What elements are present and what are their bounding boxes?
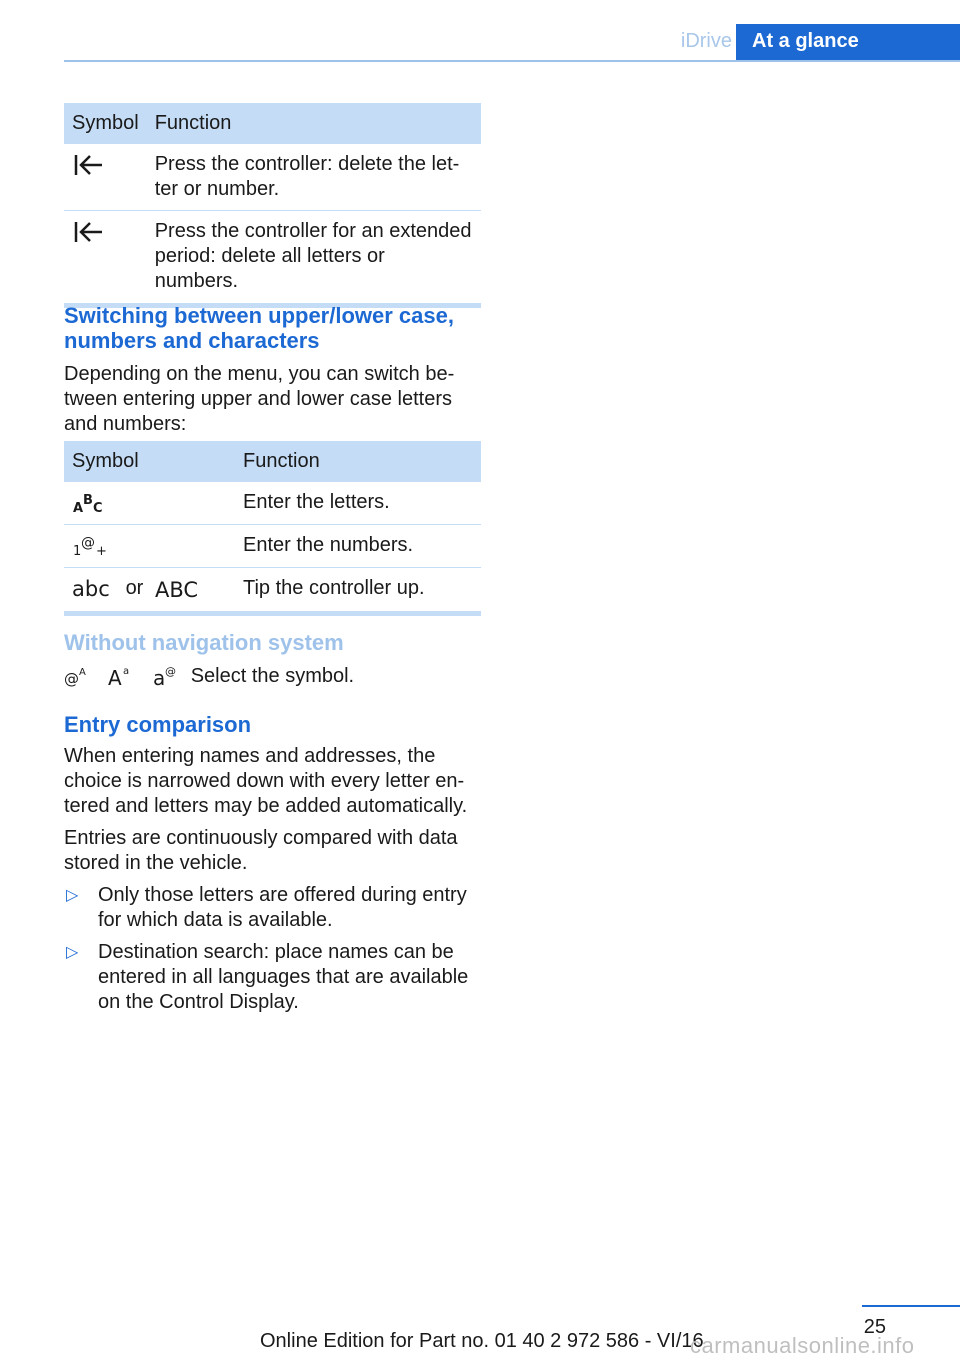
input-mode-table [64, 441, 481, 616]
symbol-cell [64, 144, 147, 211]
svg-text:a: a [153, 665, 166, 688]
without-navigation-heading: Without navigation system [64, 630, 344, 655]
function-cell: Enter the numbers. [235, 525, 481, 568]
bullet-triangle-icon: ▷ [66, 944, 79, 961]
svg-text:@: @ [165, 664, 177, 678]
symbol-cell [64, 211, 147, 306]
svg-text:abc: abc [72, 577, 110, 601]
svg-text:a: a [122, 665, 129, 677]
symbol-cell [64, 525, 235, 568]
backspace-icon [72, 219, 104, 245]
header-rule [64, 60, 960, 62]
column-header-function: Function [235, 441, 481, 482]
entry-comparison-section [64, 712, 481, 1015]
function-cell: Press the controller: delete the let-ter or number. [147, 144, 481, 211]
svg-text:ABC: ABC [154, 578, 198, 602]
or-label: or [125, 577, 144, 600]
footer-rule [862, 1305, 960, 1307]
numbers-mode-icon [72, 533, 112, 559]
switching-heading: Switching between upper/lower case, numbers and characters [64, 303, 454, 353]
letters-mode-icon [72, 490, 112, 516]
svg-text:A: A [73, 501, 84, 516]
uppercase-lowercase-icon [108, 664, 138, 688]
uppercase-abc-icon [155, 576, 203, 602]
table-row [64, 144, 481, 211]
column-header-symbol: Symbol [64, 441, 235, 482]
list-item-text: Only those letters are offered during entry for which data is available. [98, 884, 467, 931]
column-header-symbol: Symbol [64, 103, 147, 144]
without-navigation-section [64, 630, 481, 688]
switching-section [64, 303, 481, 437]
function-cell: Press the controller for an extended period: delete all letters or numbers. [147, 211, 481, 306]
select-symbol-text: Select the symbol. [190, 664, 355, 687]
svg-text:@: @ [64, 669, 79, 688]
table-header-row [64, 441, 481, 482]
table-row [64, 482, 481, 525]
entry-paragraph-1: When entering names and addresses, the choice is narrowed down with every letter en-tered and letters may be added automatically. [64, 745, 468, 817]
header-section-title: iDrive [680, 30, 732, 52]
symbol-cell [64, 482, 235, 525]
column-header-function: Function [147, 103, 481, 144]
lowercase-at-icon [153, 664, 183, 688]
table-row [64, 211, 481, 306]
lowercase-abc-icon [72, 576, 114, 602]
svg-text:@: @ [81, 535, 95, 551]
switching-intro: Depending on the menu, you can switch be-tween entering upper and lower case letters and numbers: [64, 363, 455, 435]
list-item [64, 940, 481, 1015]
table-row [64, 525, 481, 568]
header-chapter-tab: At a glance [736, 24, 960, 62]
delete-symbol-table [64, 103, 481, 308]
list-item-text: Destination search: place names can be entered in all languages that are available on the Control Display. [98, 941, 469, 1013]
svg-text:1: 1 [73, 544, 82, 559]
svg-text:A: A [79, 666, 86, 678]
function-cell: Enter the letters. [235, 482, 481, 525]
symbol-select-line [64, 662, 481, 688]
bullet-triangle-icon: ▷ [66, 887, 79, 904]
symbol-cell [64, 568, 235, 614]
function-cell: Tip the controller up. [235, 568, 481, 614]
list-item [64, 883, 481, 933]
backspace-icon [72, 152, 104, 178]
entry-comparison-heading: Entry comparison [64, 712, 252, 737]
entry-paragraph-2: Entries are continuously compared with data stored in the vehicle. [64, 827, 458, 874]
svg-text:B: B [83, 493, 93, 508]
page-number: 25 [863, 1316, 886, 1338]
table-row [64, 568, 481, 614]
at-uppercase-icon [64, 664, 94, 688]
svg-text:A: A [107, 665, 122, 688]
edition-text: Online Edition for Part no. 01 40 2 972 586 - VI/16 [260, 1330, 704, 1352]
watermark: carmanualsonline.info [690, 1333, 915, 1358]
svg-text:C: C [93, 501, 103, 516]
svg-text:+: + [96, 544, 107, 559]
table-header-row [64, 103, 481, 144]
